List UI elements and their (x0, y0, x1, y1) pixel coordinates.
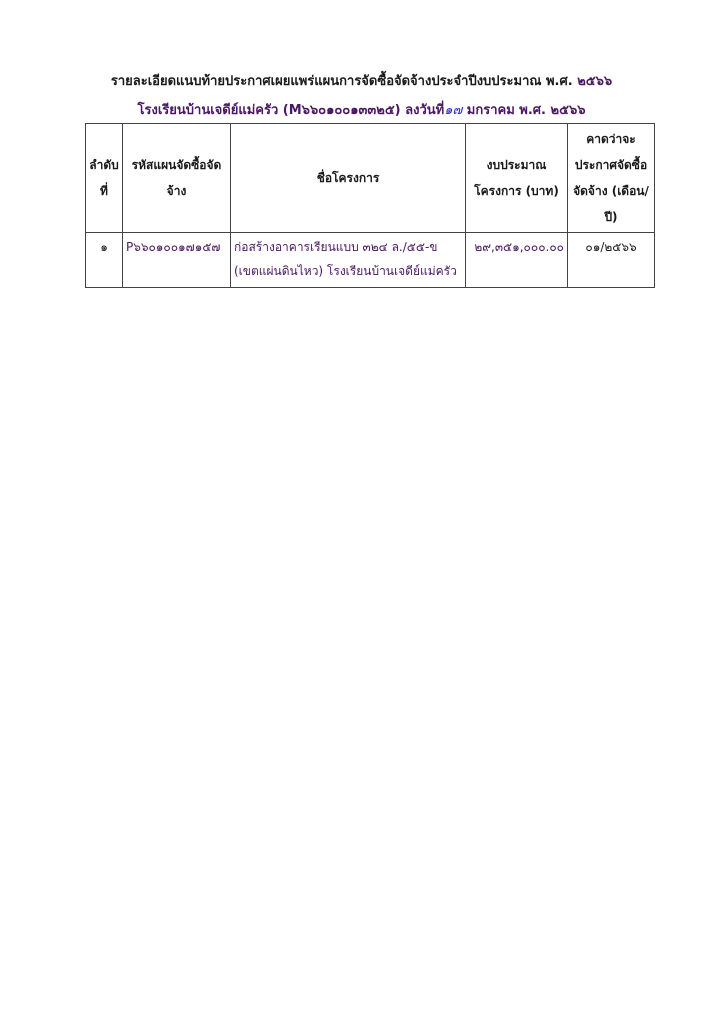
cell-budget: ๒๙,๓๕๑,๐๐๐.๐๐ (466, 233, 568, 288)
school-code: (M๖๖๐๑๐๐๑๓๓๒๕) (282, 103, 401, 118)
date-month: มกราคม พ.ศ. (466, 103, 546, 118)
school-name: โรงเรียนบ้านเจดีย์แม่ครัว (137, 103, 279, 118)
document-title-line-2 (0, 99, 723, 120)
header-project-name: ชื่อโครงการ (231, 124, 466, 233)
cell-expected-date: ๐๑/๒๕๖๖ (568, 233, 655, 288)
date-prefix: ลงวันที่ (405, 103, 445, 118)
header-order: ลำดับ ที่ (86, 124, 123, 233)
title-text: รายละเอียดแนบท้ายประกาศเผยแพร่แผนการจัดซื้อจัดจ้างประจำปีงบประมาณ พ.ศ. (110, 74, 573, 89)
cell-order: ๑ (86, 233, 123, 288)
table-header-row (86, 124, 655, 233)
date-year: ๒๕๖๖ (550, 103, 586, 118)
header-budget: งบประมาณ โครงการ (บาท) (466, 124, 568, 233)
document-title-line-1 (0, 70, 723, 91)
header-expected-date: คาดว่าจะ ประกาศจัดซื้อ จัดจ้าง (เดือน/ปี) (568, 124, 655, 233)
cell-project-name: ก่อสร้างอาคารเรียนแบบ ๓๒๔ ล./๕๕-ข (เขตแผ่นดินไหว) โรงเรียนบ้านเจดีย์แม่ครัว (231, 233, 466, 288)
title-year: ๒๕๖๖ (577, 74, 613, 89)
cell-plan-code: P๖๖๐๑๐๐๑๗๑๕๗ (123, 233, 231, 288)
date-day: ๑๗ (444, 103, 463, 118)
header-plan-code: รหัสแผนจัดซื้อจัด จ้าง (123, 124, 231, 233)
table-row (86, 233, 655, 288)
procurement-plan-table (85, 123, 655, 288)
